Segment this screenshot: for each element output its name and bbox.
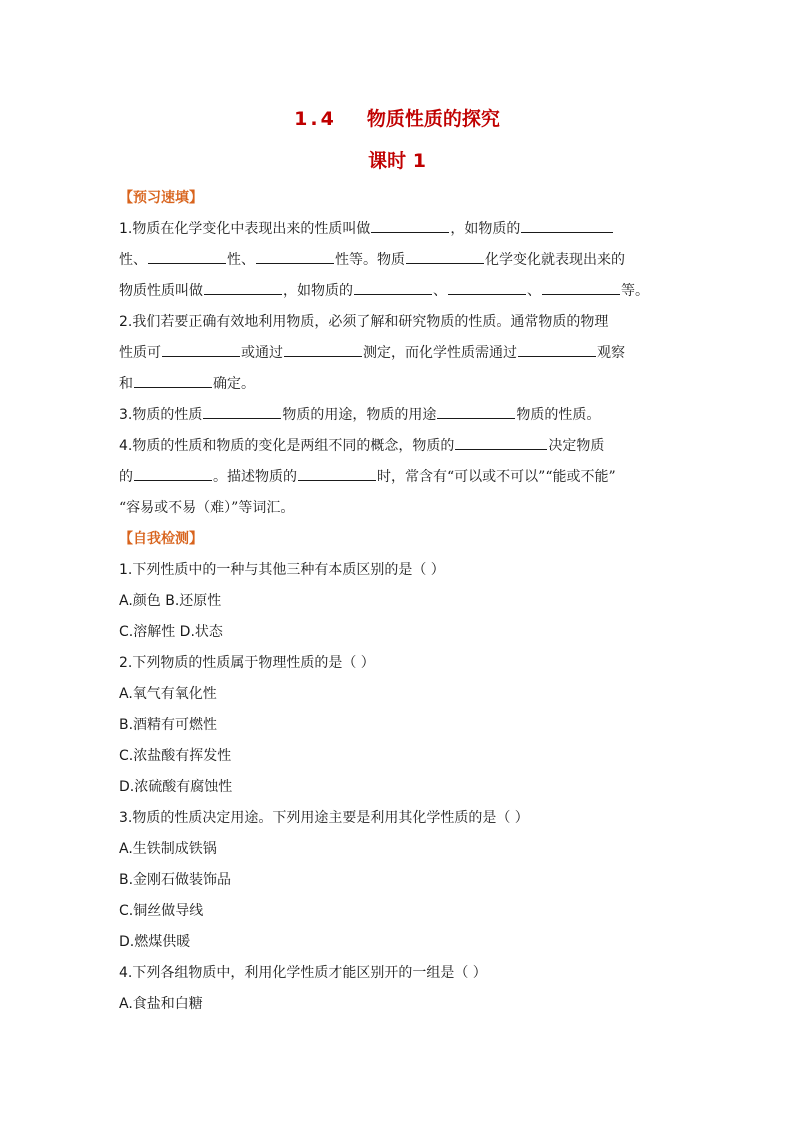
sc-q4-stem: 4.下列各组物质中，利用化学性质才能区别开的一组是（ ） — [119, 965, 487, 981]
blank — [204, 279, 282, 295]
blank — [284, 341, 362, 357]
sc-q3-option-b: B.金刚石做装饰品 — [119, 872, 232, 888]
sc-q3-stem: 3.物质的性质决定用途。下列用途主要是利用其化学性质的是（ ） — [119, 810, 529, 826]
lesson-name: 物质性质的探究 — [366, 108, 500, 130]
blank — [256, 248, 334, 264]
q1-line-3: 物质性质叫做 ，如物质的 、 、 等。 — [119, 276, 699, 307]
sc-q3-option-c: C.铜丝做导线 — [119, 903, 204, 919]
blank — [455, 434, 547, 450]
sc-q1-options-2: C.溶解性 D.状态 — [119, 624, 223, 640]
blank — [134, 465, 212, 481]
lesson-subtitle: 课时 1 — [368, 150, 426, 172]
blank — [521, 217, 613, 233]
blank — [448, 279, 526, 295]
blank — [148, 248, 226, 264]
q3-line: 3.物质的性质 物质的用途，物质的用途 物质的性质。 — [119, 400, 699, 431]
section-header-self-check: 【自我检测】 — [119, 531, 203, 547]
q4-line-1: 4.物质的性质和物质的变化是两组不同的概念，物质的 决定物质 — [119, 431, 699, 462]
section-header-preview: 【预习速填】 — [119, 190, 203, 206]
q2-line-3: 和 确定。 — [119, 369, 699, 400]
blank — [542, 279, 620, 295]
blank — [162, 341, 240, 357]
blank — [298, 465, 376, 481]
q1-line-2: 性、 性、 性等。物质 化学变化就表现出来的 — [119, 245, 699, 276]
blank — [354, 279, 432, 295]
sc-q1-options-1: A.颜色 B.还原性 — [119, 593, 222, 609]
q1-line-1: 1.物质在化学变化中表现出来的性质叫做 ，如物质的 — [119, 214, 699, 245]
q2-line-2: 性质可 或通过 测定，而化学性质需通过 观察 — [119, 338, 699, 369]
q2-line-1: 2.我们若要正确有效地利用物质，必须了解和研究物质的性质。通常物质的物理 — [119, 314, 609, 330]
blank — [518, 341, 596, 357]
blank — [437, 403, 515, 419]
blank — [203, 403, 281, 419]
blank — [134, 372, 212, 388]
q4-line-3: “容易或不易（难）”等词汇。 — [119, 500, 295, 516]
lesson-number: 1.4 — [294, 108, 337, 130]
sc-q2-option-b: B.酒精有可燃性 — [119, 717, 218, 733]
lesson-title — [0, 104, 794, 131]
sc-q1-stem: 1.下列性质中的一种与其他三种有本质区别的是（ ） — [119, 562, 445, 578]
sc-q4-option-a: A.食盐和白糖 — [119, 996, 203, 1012]
q4-line-2: 的 。描述物质的 时，常含有“可以或不可以”“能或不能” — [119, 462, 699, 493]
sc-q2-option-a: A.氧气有氧化性 — [119, 686, 217, 702]
blank — [371, 217, 449, 233]
sc-q3-option-a: A.生铁制成铁锅 — [119, 841, 217, 857]
sc-q2-option-c: C.浓盐酸有挥发性 — [119, 748, 232, 764]
content — [119, 183, 699, 1020]
sc-q3-option-d: D.燃煤供暖 — [119, 934, 191, 950]
sc-q2-option-d: D.浓硫酸有腐蚀性 — [119, 779, 233, 795]
blank — [406, 248, 484, 264]
sc-q2-stem: 2.下列物质的性质属于物理性质的是（ ） — [119, 655, 375, 671]
